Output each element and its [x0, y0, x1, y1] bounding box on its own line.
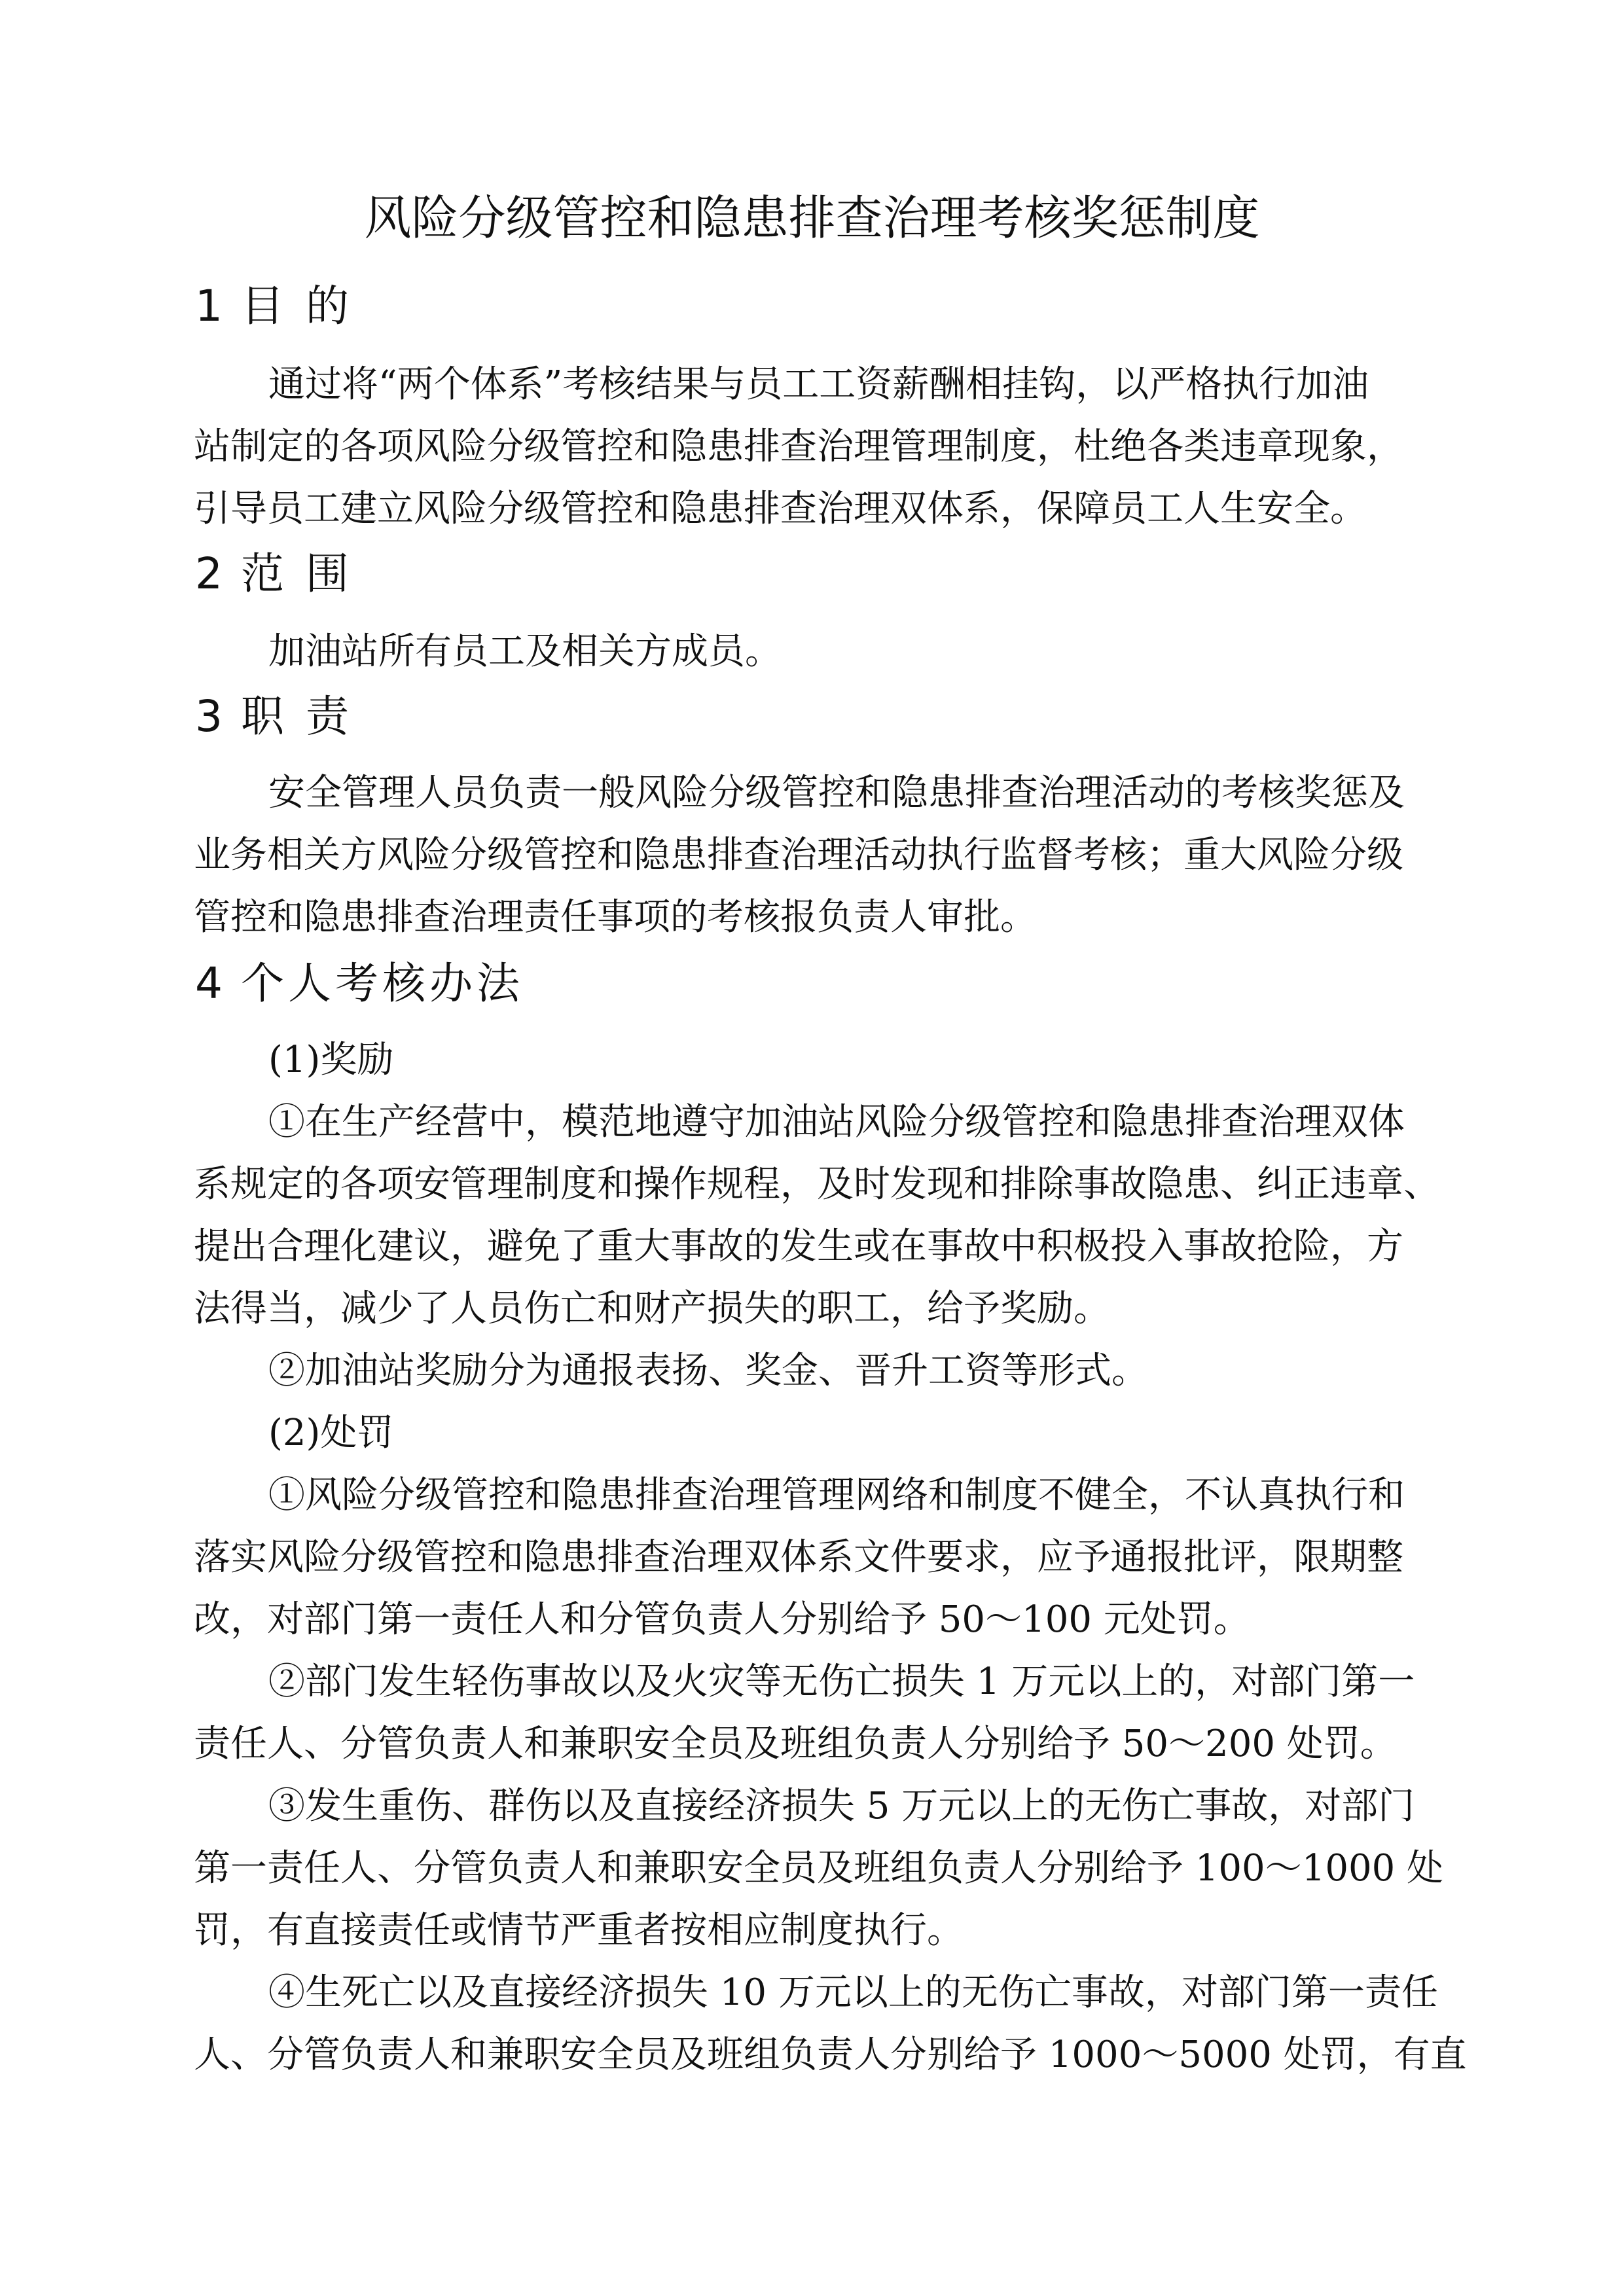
section-number: 3 [195, 691, 223, 742]
paragraph-line: 法得当，减少了人员伤亡和财产损失的职工，给予奖励。 [194, 1287, 1110, 1330]
section-heading-text: 职 责 [241, 691, 353, 742]
paragraph-line: ①在生产经营中，模范地遵守加油站风险分级管控和隐患排查治理双体 [268, 1101, 1405, 1143]
paragraph-line: 引导员工建立风险分级管控和隐患排查治理双体系，保障员工人生安全。 [194, 488, 1367, 530]
section-heading-purpose [195, 277, 353, 336]
paragraph-line: ②部门发生轻伤事故以及火灾等无伤亡损失 1 万元以上的，对部门第一 [268, 1660, 1415, 1703]
section-heading-assessment [195, 954, 524, 1013]
paragraph-line: 加油站所有员工及相关方成员。 [268, 630, 782, 673]
section-heading-text: 目 的 [241, 281, 353, 331]
subheading-reward: (1)奖励 [268, 1039, 394, 1081]
paragraph-line: 改，对部门第一责任人和分管负责人分别给予 50～100 元处罚。 [194, 1598, 1250, 1641]
paragraph-line: ②加油站奖励分为通报表扬、奖金、晋升工资等形式。 [268, 1350, 1148, 1392]
paragraph-line: 管控和隐患排查治理责任事项的考核报负责人审批。 [194, 896, 1037, 939]
section-heading-duties [195, 687, 353, 746]
paragraph-line: ①风险分级管控和隐患排查治理管理网络和制度不健全，不认真执行和 [268, 1474, 1405, 1516]
paragraph-line: ③发生重伤、群伤以及直接经济损失 5 万元以上的无伤亡事故，对部门 [268, 1785, 1415, 1827]
section-heading-text: 个人考核办法 [241, 958, 524, 1009]
section-number: 1 [195, 281, 223, 331]
paragraph-line: 系规定的各项安管理制度和操作规程，及时发现和排除事故隐患、纠正违章、 [194, 1163, 1440, 1206]
paragraph-line: 人、分管负责人和兼职安全员及班组负责人分别给予 1000～5000 处罚，有直 [194, 2034, 1467, 2076]
paragraph-line: 落实风险分级管控和隐患排查治理双体系文件要求，应予通报批评，限期整 [194, 1536, 1403, 1579]
paragraph-line: 提出合理化建议，避免了重大事故的发生或在事故中积极投入事故抢险，方 [194, 1225, 1403, 1268]
paragraph-line: 第一责任人、分管负责人和兼职安全员及班组负责人分别给予 100～1000 处 [194, 1847, 1444, 1890]
paragraph-line: 安全管理人员负责一般风险分级管控和隐患排查治理活动的考核奖惩及 [268, 772, 1405, 814]
paragraph-line: 责任人、分管负责人和兼职安全员及班组负责人分别给予 50～200 处罚。 [194, 1723, 1397, 1765]
section-heading-scope [195, 545, 353, 603]
paragraph-line: ④生死亡以及直接经济损失 10 万元以上的无伤亡事故，对部门第一责任 [268, 1971, 1438, 2014]
paragraph-line: 罚，有直接责任或情节严重者按相应制度执行。 [194, 1909, 964, 1952]
subheading-penalty: (2)处罚 [268, 1412, 394, 1454]
section-number: 4 [195, 958, 223, 1009]
paragraph-line: 站制定的各项风险分级管控和隐患排查治理管理制度，杜绝各类违章现象， [194, 425, 1403, 468]
section-number: 2 [195, 548, 223, 599]
section-heading-text: 范 围 [241, 548, 353, 599]
paragraph-line: 业务相关方风险分级管控和隐患排查治理活动执行监督考核；重大风险分级 [194, 834, 1403, 876]
document-title: 风险分级管控和隐患排查治理考核奖惩制度 [364, 190, 1260, 245]
paragraph-line: 通过将“两个体系”考核结果与员工工资薪酬相挂钩，以严格执行加油 [268, 363, 1369, 406]
